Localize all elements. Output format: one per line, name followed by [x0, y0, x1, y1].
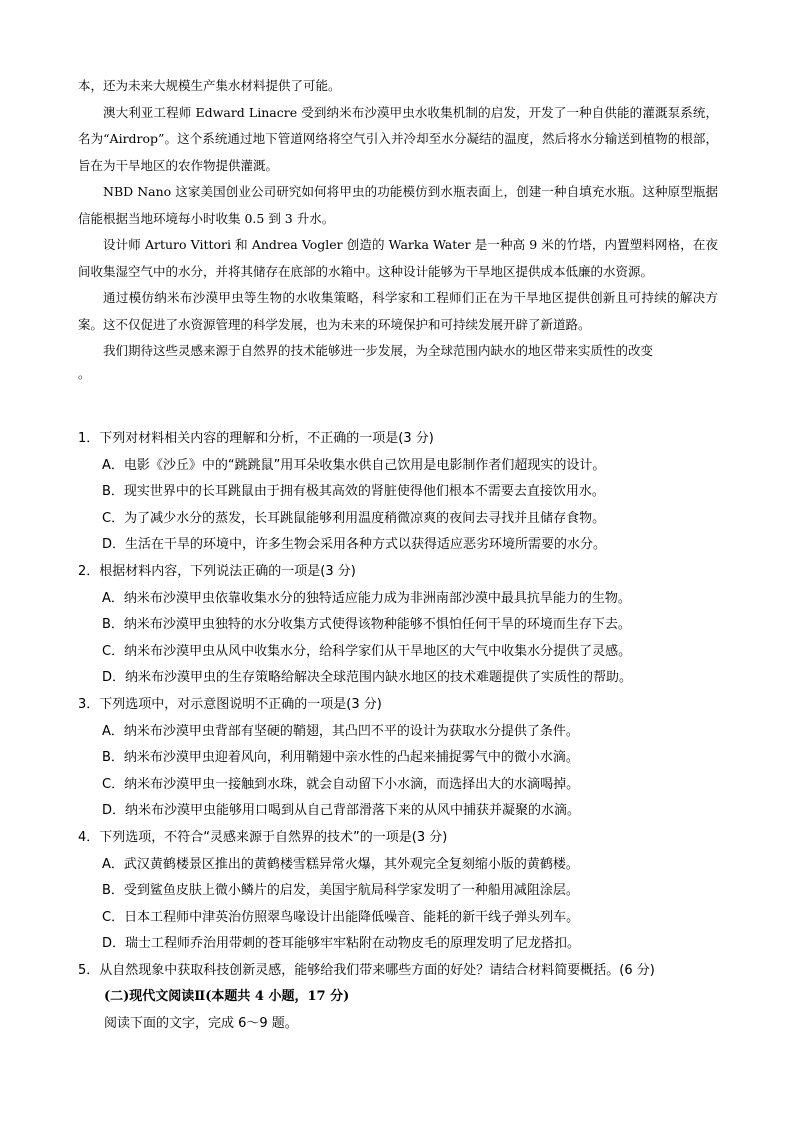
passage-paragraph: 本，还为未来大规模生产集水材料提供了可能。	[78, 78, 341, 93]
answer-option: B．纳米布沙漠甲虫独特的水分收集方式使得该物种能够不惧怕任何干旱的环境而生存下去。	[102, 617, 631, 633]
answer-option: D．瑞士工程师乔治用带刺的苍耳能够牢牢粘附在动物皮毛的原理发明了尼龙搭扣。	[102, 936, 581, 952]
answer-option: A．电影《沙丘》中的“跳跳鼠”用耳朵收集水供自己饮用是电影制作者们超现实的设计。	[102, 457, 606, 473]
answer-option: C．纳米布沙漠甲虫一接触到水珠，就会自动留下小水滴，而选择出大的水滴喝掉。	[102, 776, 580, 792]
passage-paragraph-tail: 。	[78, 365, 91, 381]
answer-option: B．受到鲨鱼皮肤上微小鳞片的启发，美国宇航局科学家发明了一种船用减阻涂层。	[102, 883, 579, 899]
answer-option: D．纳米布沙漠甲虫能够用口喝到从自己背部滑落下来的从风中捕获并凝聚的水滴。	[102, 803, 581, 819]
section-heading: (二)现代文阅读Ⅱ(本题共 4 小题，17 分)	[104, 989, 350, 1005]
answer-option: A．武汉黄鹤楼景区推出的黄鹤楼雪糕异常火爆，其外观完全复刻缩小版的黄鹤楼。	[102, 856, 579, 872]
answer-option: C．日本工程师中津英治仿照翠鸟喙设计出能降低噪音、能耗的新干线子弹头列车。	[102, 909, 580, 925]
answer-option: A．纳米布沙漠甲虫依靠收集水分的独特适应能力成为非洲南部沙漠中最具抗旱能力的生物。	[102, 590, 631, 606]
question-stem: 1．下列对材料相关内容的理解和分析，不正确的一项是(3 分)	[78, 431, 434, 446]
question-stem: 2．根据材料内容，下列说法正确的一项是(3 分)	[78, 563, 356, 579]
question-stem: 5．从自然现象中获取科技创新灵感，能够给我们带来哪些方面的好处？请结合材料简要概括。(6 分)	[78, 962, 655, 978]
question-stem: 3．下列选项中，对示意图说明不正确的一项是(3 分)	[78, 696, 382, 712]
answer-option: D．生活在干旱的环境中，许多生物会采用各种方式以获得适应恶劣环境所需要的水分。	[102, 537, 607, 553]
passage-paragraph: 设计师 Arturo Vittori 和 Andrea Vogler 创造的 Warka Water 是一种高 9 米的竹塔，内置塑料网格，在夜间收集湿空气中的水分，并将其储存在底部的水箱中。这种设计能够为干旱地区提供成本低廉的水资源。	[78, 237, 718, 279]
passage-paragraph: NBD Nano 这家美国创业公司研究如何将甲虫的功能模仿到水瓶表面上，创建一种自填充水瓶。这种原型瓶据信能根据当地环境每小时收集 0.5 到 3 升水。	[78, 184, 718, 226]
passage-paragraph: 澳大利亚工程师 Edward Linacre 受到纳米布沙漠甲虫水收集机制的启发，开发了一种自供能的灌溉泵系统，名为“Airdrop”。这个系统通过地下管道网络将空气引入并冷却至水分凝结的温度，然后将水分输送到植物的根部，旨在为干旱地区的农作物提供灌溉。	[78, 104, 718, 173]
passage-paragraph: 通过模仿纳米布沙漠甲虫等生物的水收集策略，科学家和工程师们正在为干旱地区提供创新且可持续的解决方案。这不仅促进了水资源管理的科学发展，也为未来的环境保护和可持续发展开辟了新道路。	[78, 290, 718, 332]
answer-option: C．为了减少水分的蒸发，长耳跳鼠能够利用温度稍微凉爽的夜间去寻找并且储存食物。	[102, 510, 606, 526]
reading-passage	[78, 73, 718, 387]
question-stem: 4．下列选项，不符合“灵感来源于自然界的技术”的一项是(3 分)	[78, 829, 448, 845]
passage-paragraph: 我们期待这些灵感来源于自然界的技术能够进一步发展，为全球范围内缺水的地区带来实质性的改变	[103, 343, 654, 358]
answer-option: A．纳米布沙漠甲虫背部有坚硬的鞘翅，其凸凹不平的设计为获取水分提供了条件。	[102, 723, 579, 739]
answer-option: C．纳米布沙漠甲虫从风中收集水分，给科学家们从干旱地区的大气中收集水分提供了灵感。	[102, 643, 632, 659]
answer-option: D．纳米布沙漠甲虫的生存策略给解决全球范围内缺水地区的技术难题提供了实质性的帮助。	[102, 670, 633, 686]
answer-option: B．纳米布沙漠甲虫迎着风向，利用鞘翅中亲水性的凸起来捕捉雾气中的微小水滴。	[102, 750, 579, 766]
answer-option: B．现实世界中的长耳跳鼠由于拥有极其高效的肾脏使得他们根本不需要去直接饮用水。	[102, 484, 605, 500]
section-instruction: 阅读下面的文字，完成 6～9 题。	[104, 1016, 298, 1032]
question-list	[78, 426, 718, 1038]
